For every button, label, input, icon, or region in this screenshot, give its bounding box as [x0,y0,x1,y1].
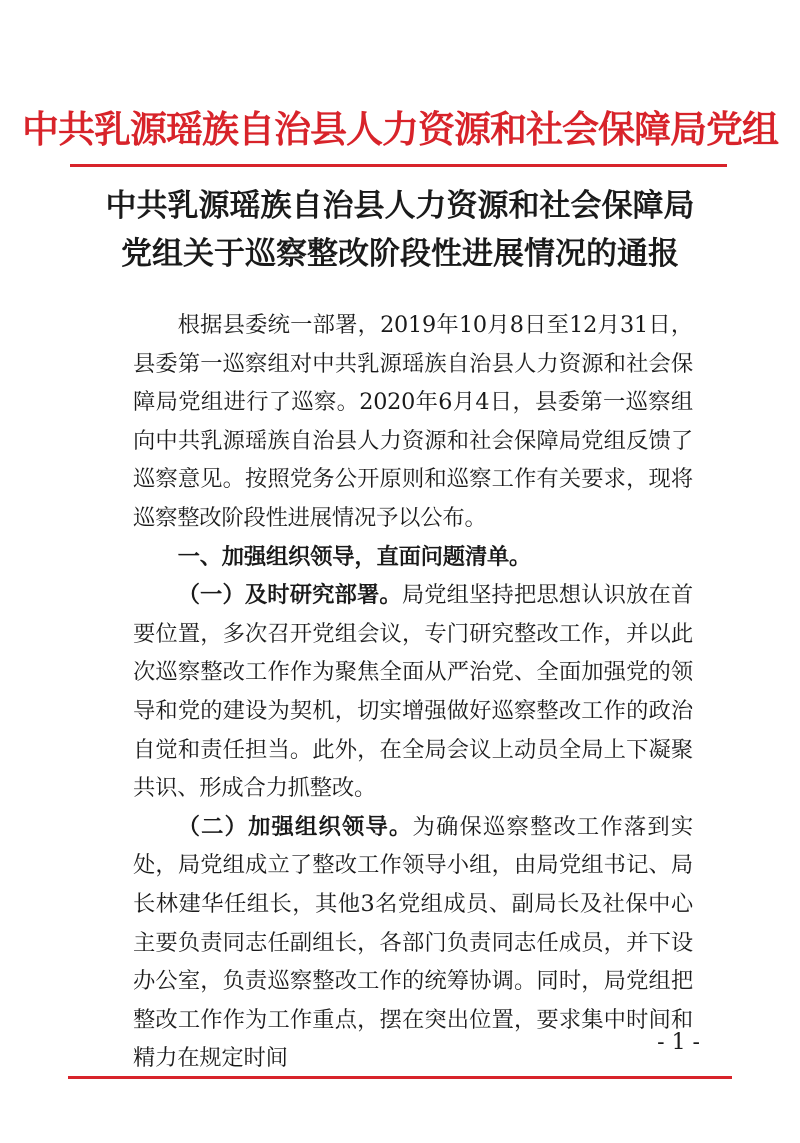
masthead-title: 中共乳源瑶族自治县人力资源和社会保障局党组 [22,107,778,151]
document-title-line-1: 中共乳源瑶族自治县人力资源和社会保障局 [105,188,695,224]
subsection-lead-1: （一）及时研究部署。 [177,582,402,609]
section-heading: 一、加强组织领导，直面问题清单。 [177,543,532,570]
subsection-text-1: 局党组坚持把思想认识放在首要位置，多次召开党组会议，专门研究整改工作，并以此次巡察整改工作作为聚焦全面从严治党、全面加强党的领导和党的建设为契机，切实增强做好巡察整改工作的政治自觉和责任担当。此外，在全局会议上动员全局上下凝聚共识、形成合力抓整改。 [133,582,693,802]
subsection-text-2: 为确保巡察整改工作落到实处，局党组成立了整改工作领导小组，由局党组书记、局长林建华任组长，其他3名党组成员、副局长及社保中心主要负责同志任副组长，各部门负责同志任成员，并下设办公室，负责巡察整改工作的统筹协调。同时，局党组把整改工作作为工作重点，摆在突出位置，要求集中时间和精力在规定时间 [133,813,693,1072]
subsection-lead-2: （二）加强组织领导。 [177,813,413,840]
masthead-red-rule [70,164,727,167]
document-title-line-2: 党组关于巡察整改阶段性进展情况的通报 [121,236,679,272]
subsection-paragraph-1 [133,576,693,808]
document-body [133,306,693,1078]
subsection-paragraph-2 [133,808,693,1078]
page-number: - 1 - [657,1030,700,1055]
intro-paragraph: 根据县委统一部署，2019年10月8日至12月31日，县委第一巡察组对中共乳源瑶族自治县人力资源和社会保障局党组进行了巡察。2020年6月4日，县委第一巡察组向中共乳源瑶族自治县人力资源和社会保障局党组反馈了巡察意见。按照党务公开原则和巡察工作有关要求，现将巡察整改阶段性进展情况予以公布。 [133,312,693,531]
footer-red-rule [68,1076,732,1079]
